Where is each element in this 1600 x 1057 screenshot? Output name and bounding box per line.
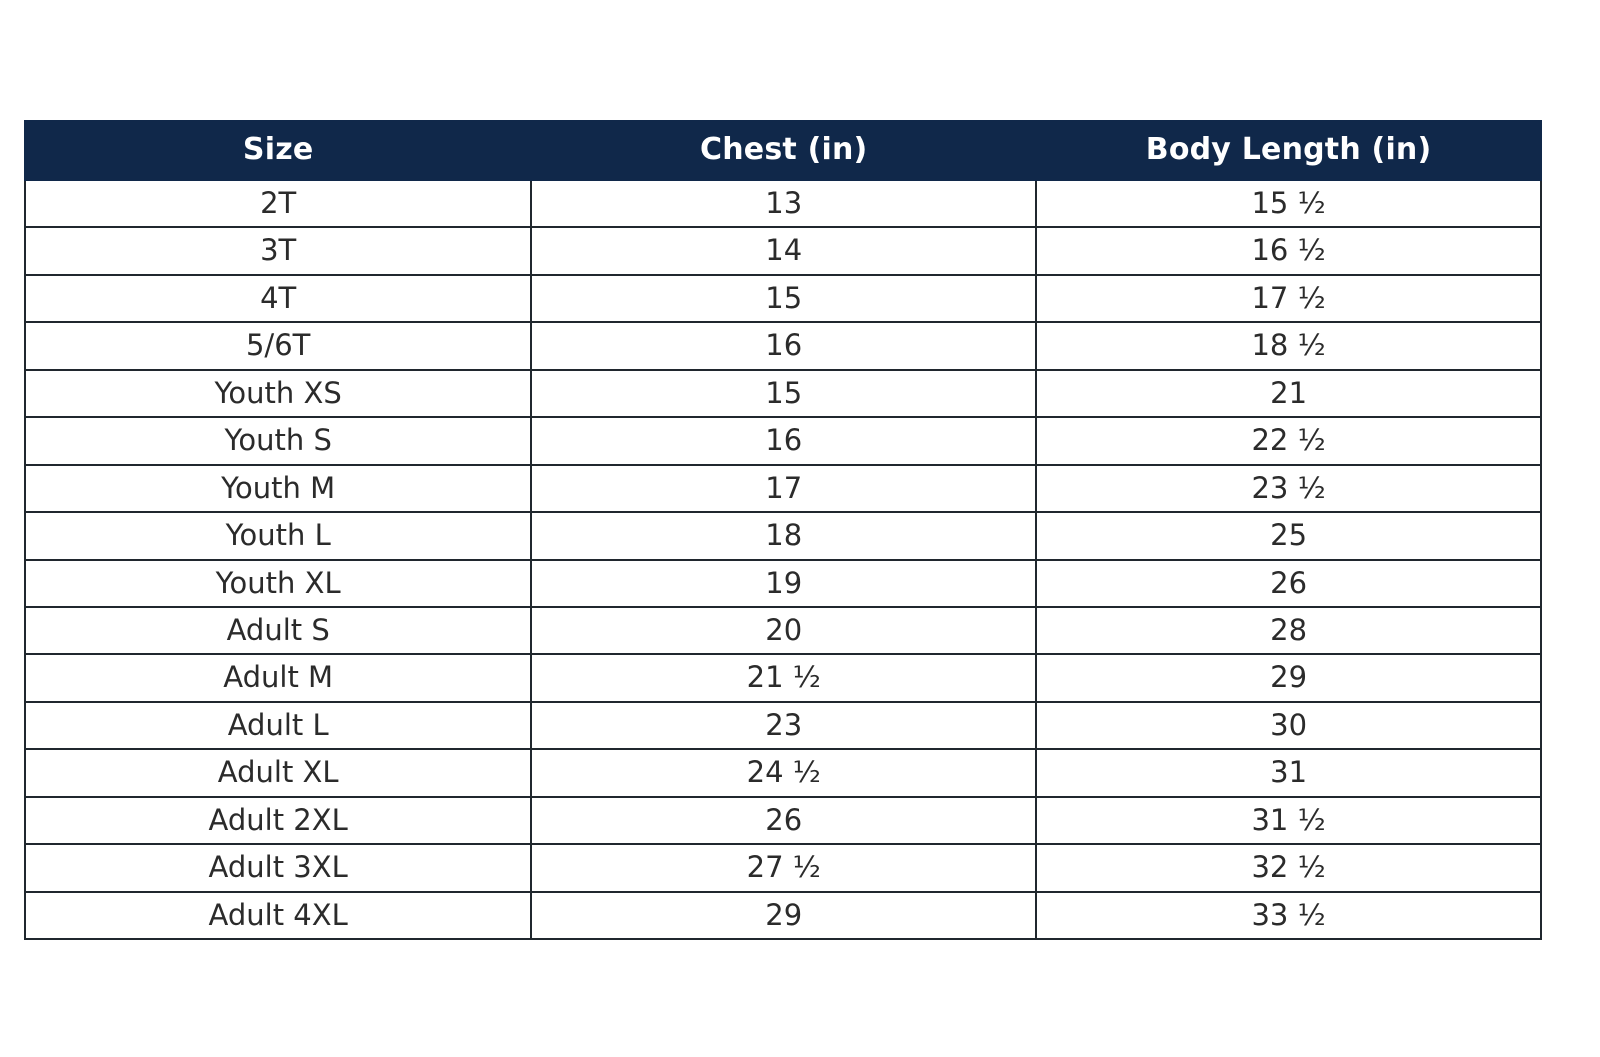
cell-chest: 19: [531, 560, 1036, 607]
column-header-body-length: Body Length (in): [1036, 121, 1541, 180]
table-row: [25, 227, 1541, 274]
cell-chest: 15: [531, 370, 1036, 417]
cell-body-length: 25: [1036, 512, 1541, 559]
cell-size: Adult 3XL: [25, 844, 531, 891]
cell-size: Youth S: [25, 417, 531, 464]
table-row: [25, 607, 1541, 654]
cell-size: Youth XL: [25, 560, 531, 607]
cell-chest: 20: [531, 607, 1036, 654]
cell-body-length: 32 ½: [1036, 844, 1541, 891]
cell-size: 3T: [25, 227, 531, 274]
cell-size: Youth L: [25, 512, 531, 559]
column-header-size: Size: [25, 121, 531, 180]
table-row: [25, 275, 1541, 322]
cell-size: Adult 2XL: [25, 797, 531, 844]
table-row: [25, 702, 1541, 749]
table-row: [25, 322, 1541, 369]
column-header-chest: Chest (in): [531, 121, 1036, 180]
cell-chest: 15: [531, 275, 1036, 322]
cell-chest: 18: [531, 512, 1036, 559]
cell-body-length: 31: [1036, 749, 1541, 796]
size-chart-container: [24, 120, 1542, 940]
table-header: [25, 121, 1541, 180]
cell-body-length: 17 ½: [1036, 275, 1541, 322]
table-row: [25, 512, 1541, 559]
cell-chest: 27 ½: [531, 844, 1036, 891]
size-chart-table: [24, 120, 1542, 940]
cell-size: Youth M: [25, 465, 531, 512]
table-row: [25, 180, 1541, 227]
table-row: [25, 749, 1541, 796]
cell-size: Youth XS: [25, 370, 531, 417]
cell-size: 2T: [25, 180, 531, 227]
table-row: [25, 560, 1541, 607]
cell-body-length: 31 ½: [1036, 797, 1541, 844]
table-row: [25, 797, 1541, 844]
cell-size: Adult S: [25, 607, 531, 654]
cell-size: Adult L: [25, 702, 531, 749]
cell-chest: 16: [531, 322, 1036, 369]
cell-body-length: 15 ½: [1036, 180, 1541, 227]
table-row: [25, 465, 1541, 512]
cell-body-length: 33 ½: [1036, 892, 1541, 939]
cell-chest: 23: [531, 702, 1036, 749]
cell-chest: 24 ½: [531, 749, 1036, 796]
cell-chest: 14: [531, 227, 1036, 274]
cell-body-length: 28: [1036, 607, 1541, 654]
table-row: [25, 654, 1541, 701]
table-body: [25, 180, 1541, 939]
cell-chest: 16: [531, 417, 1036, 464]
cell-body-length: 29: [1036, 654, 1541, 701]
cell-body-length: 16 ½: [1036, 227, 1541, 274]
cell-chest: 13: [531, 180, 1036, 227]
cell-chest: 17: [531, 465, 1036, 512]
table-row: [25, 892, 1541, 939]
cell-body-length: 26: [1036, 560, 1541, 607]
cell-size: Adult 4XL: [25, 892, 531, 939]
table-row: [25, 417, 1541, 464]
cell-size: Adult XL: [25, 749, 531, 796]
table-row: [25, 370, 1541, 417]
cell-body-length: 22 ½: [1036, 417, 1541, 464]
cell-chest: 29: [531, 892, 1036, 939]
cell-body-length: 18 ½: [1036, 322, 1541, 369]
table-header-row: [25, 121, 1541, 180]
cell-size: Adult M: [25, 654, 531, 701]
table-row: [25, 844, 1541, 891]
cell-size: 5/6T: [25, 322, 531, 369]
cell-body-length: 21: [1036, 370, 1541, 417]
cell-body-length: 30: [1036, 702, 1541, 749]
cell-size: 4T: [25, 275, 531, 322]
cell-chest: 26: [531, 797, 1036, 844]
cell-chest: 21 ½: [531, 654, 1036, 701]
cell-body-length: 23 ½: [1036, 465, 1541, 512]
